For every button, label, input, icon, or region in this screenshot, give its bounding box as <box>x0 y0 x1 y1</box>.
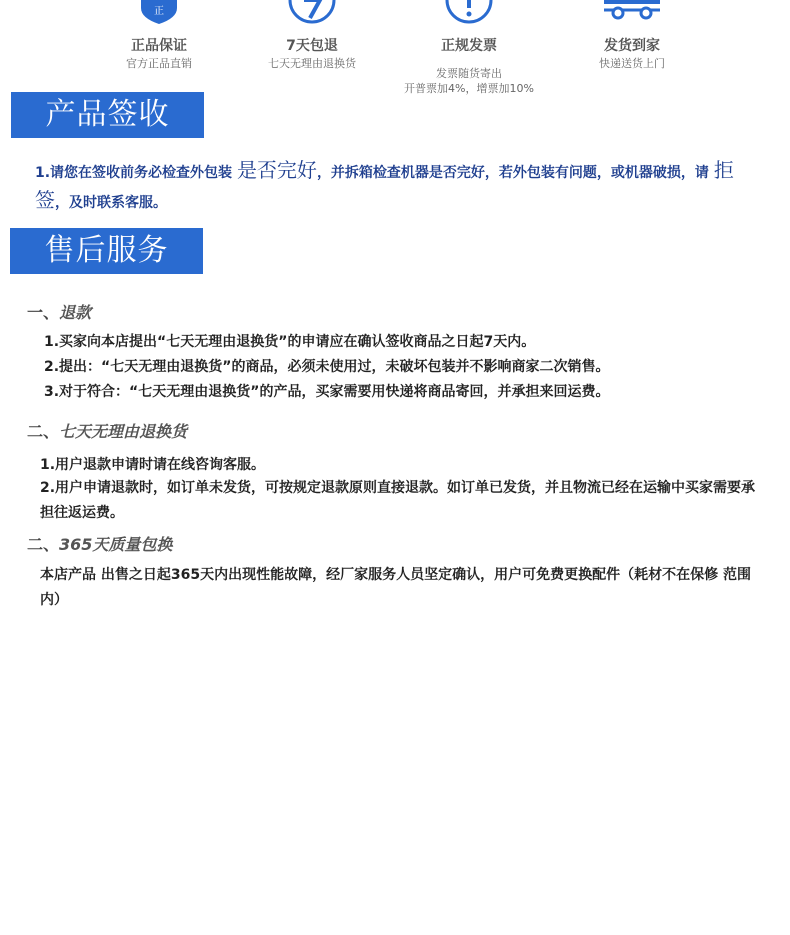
heading-prefix: 二、 <box>27 535 60 554</box>
feature-strip <box>0 0 790 100</box>
return-heading <box>27 419 187 442</box>
invoice-alert-icon <box>445 0 493 24</box>
sign-text-3: ，及时联系客服。 <box>55 195 167 211</box>
invoice-note: 发票随货寄出 <box>436 67 502 80</box>
feature-title: 正品保证 <box>131 38 187 54</box>
heading-prefix: 二、 <box>27 422 60 441</box>
genuine-shield-icon <box>137 0 181 26</box>
invoice-tax-note: 开普票加4%，增票加10% <box>404 82 534 95</box>
sign-banner: 产品签收 <box>11 92 204 138</box>
sign-text-2: ，并拆箱检查机器是否完好，若外包装有问题，或机器破损，请 <box>316 165 714 181</box>
feature-title: 正规发票 <box>441 38 497 54</box>
refund-item: 1.买家向本店提出“七天无理由退换货”的申请应在确认签收商品之日起7天内。 <box>44 334 536 350</box>
heading-title: 七天无理由退换货 <box>59 422 188 441</box>
feature-subtitle: 官方正品直销 <box>126 57 192 70</box>
feature-title: 7天包退 <box>286 38 338 54</box>
feature-subtitle: 快递送货上门 <box>599 57 665 70</box>
warranty-text: 本店产品 出售之日起365天内出现性能故障，经厂家服务人员坚定确认，用户可免费更换配件（耗材不在保修 范围内） <box>40 567 751 608</box>
sign-instructions <box>35 157 755 217</box>
seven-day-return-icon <box>288 0 336 24</box>
feature-subtitle <box>390 66 548 96</box>
heading-prefix: 一、 <box>27 303 60 322</box>
refund-item: 3.对于符合：“七天无理由退换货”的产品，买家需要用快递将商品寄回，并承担来回运费。 <box>44 384 610 400</box>
feature-subtitle: 七天无理由退换货 <box>268 57 356 70</box>
sign-emphasis-1: 是否完好 <box>236 158 317 182</box>
sign-emphasis-2: 拒签 <box>35 158 734 212</box>
return-item: 1.用户退款申请时请在线咨询客服。 <box>40 457 266 473</box>
heading-title: 365天质量包换 <box>59 535 173 554</box>
heading-title: 退款 <box>59 303 92 322</box>
warranty-heading <box>27 532 172 555</box>
sign-text-1: 1.请您在签收前务必检查外包装 <box>35 165 237 181</box>
svg-text:正: 正 <box>154 6 164 17</box>
feature-title: 发货到家 <box>604 38 660 54</box>
return-item: 2.用户申请退款时，如订单未发货，可按规定退款原则直接退款。如订单已发货，并且物流已经在运输中买家需要承担往返运费。 <box>40 480 756 521</box>
delivery-truck-icon <box>602 0 662 22</box>
refund-heading <box>27 300 91 323</box>
after-sales-banner: 售后服务 <box>10 228 203 274</box>
refund-item: 2.提出：“七天无理由退换货”的商品，必须未使用过，未破坏包装并不影响商家二次销售。 <box>44 359 610 375</box>
